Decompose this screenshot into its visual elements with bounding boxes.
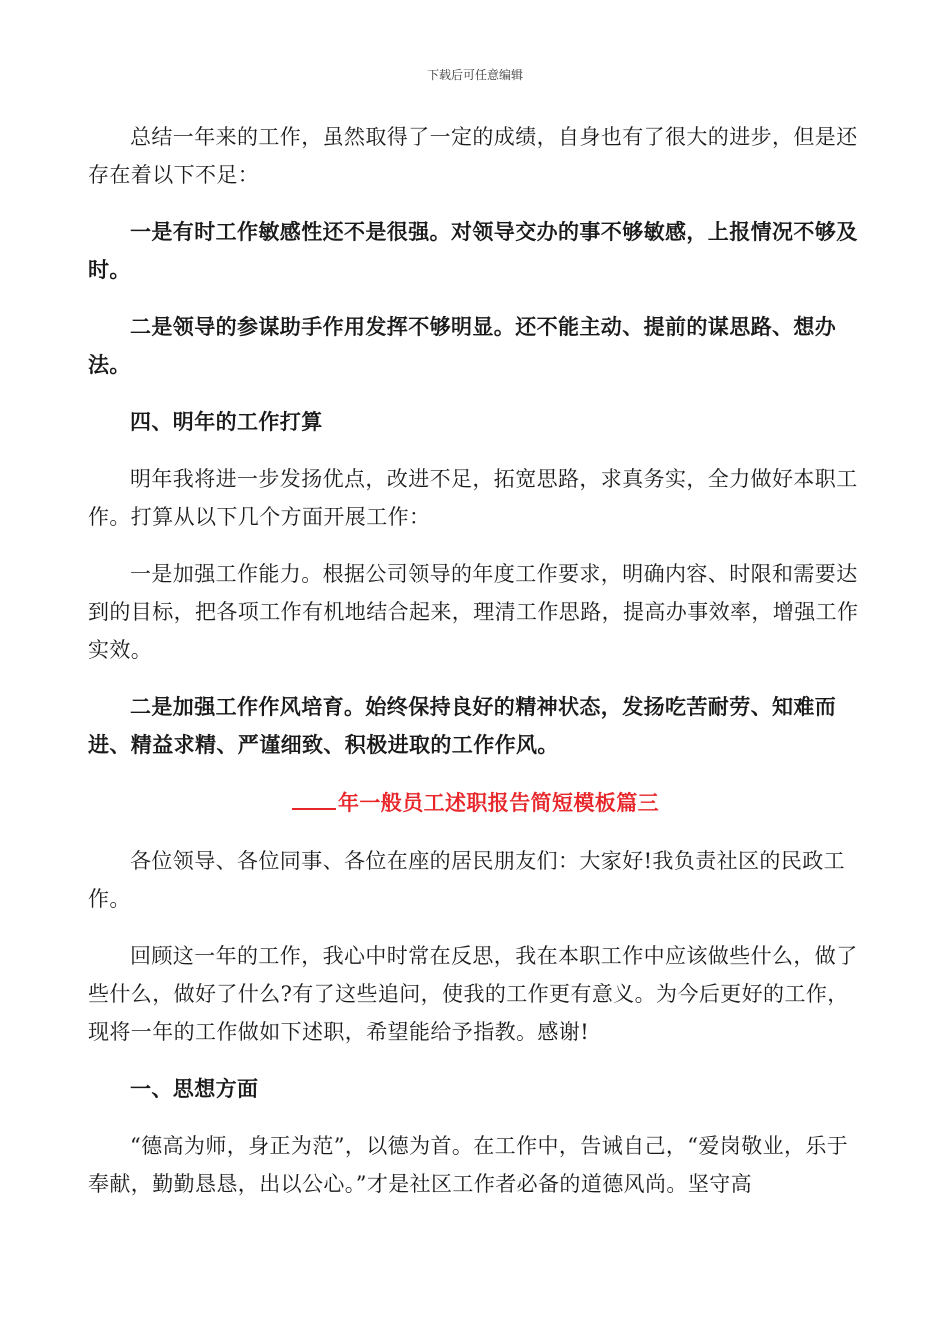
- document-body: [88, 118, 863, 1203]
- section-heading-thought: 一、思想方面: [130, 1076, 259, 1101]
- paragraph-plan-intro: 明年我将进一步发扬优点，改进不足，拓宽思路，求真务实，全力做好本职工作。打算从以下几个方面开展工作：: [88, 467, 858, 529]
- paragraph-morality: “德高为师，身正为范”，以德为首。在工作中，告诫自己，“爱岗敬业，乐于奉献，勤勤恳恳，出以公心。”才是社区工作者必备的道德风尚。坚守高: [88, 1134, 849, 1196]
- paragraph-review: 回顾这一年的工作，我心中时常在反思，我在本职工作中应该做些什么，做了些什么，做好了什么?有了这些追问，使我的工作更有意义。为今后更好的工作，现将一年的工作做如下述职，希望能给予指教。感谢!: [88, 944, 858, 1044]
- article-title-text: 年一般员工述职报告简短模板篇三: [338, 790, 659, 815]
- header-note: 下载后可任意编辑: [426, 68, 523, 82]
- paragraph-greeting: 各位领导、各位同事、各位在座的居民朋友们：大家好!我负责社区的民政工作。: [88, 849, 846, 911]
- paragraph-summary: 总结一年来的工作，虽然取得了一定的成绩，自身也有了很大的进步，但是还存在着以下不足：: [88, 125, 858, 187]
- paragraph-shortcoming-1: 一是有时工作敏感性还不是很强。对领导交办的事不够敏感，上报情况不够及时。: [88, 219, 858, 282]
- paragraph-shortcoming-2: 二是领导的参谋助手作用发挥不够明显。还不能主动、提前的谋思路、想办法。: [88, 314, 837, 377]
- title-blank-line: [292, 807, 336, 810]
- paragraph-plan-1: 一是加强工作能力。根据公司领导的年度工作要求，明确内容、时限和需要达到的目标，把各项工作有机地结合起来，理清工作思路，提高办事效率，增强工作实效。: [88, 562, 859, 662]
- article-title: [88, 784, 863, 822]
- section-heading-plan: 四、明年的工作打算: [130, 409, 323, 434]
- paragraph-plan-2: 二是加强工作作风培育。始终保持良好的精神状态，发扬吃苦耐劳、知难而进、精益求精、严谨细致、积极进取的工作作风。: [88, 694, 837, 757]
